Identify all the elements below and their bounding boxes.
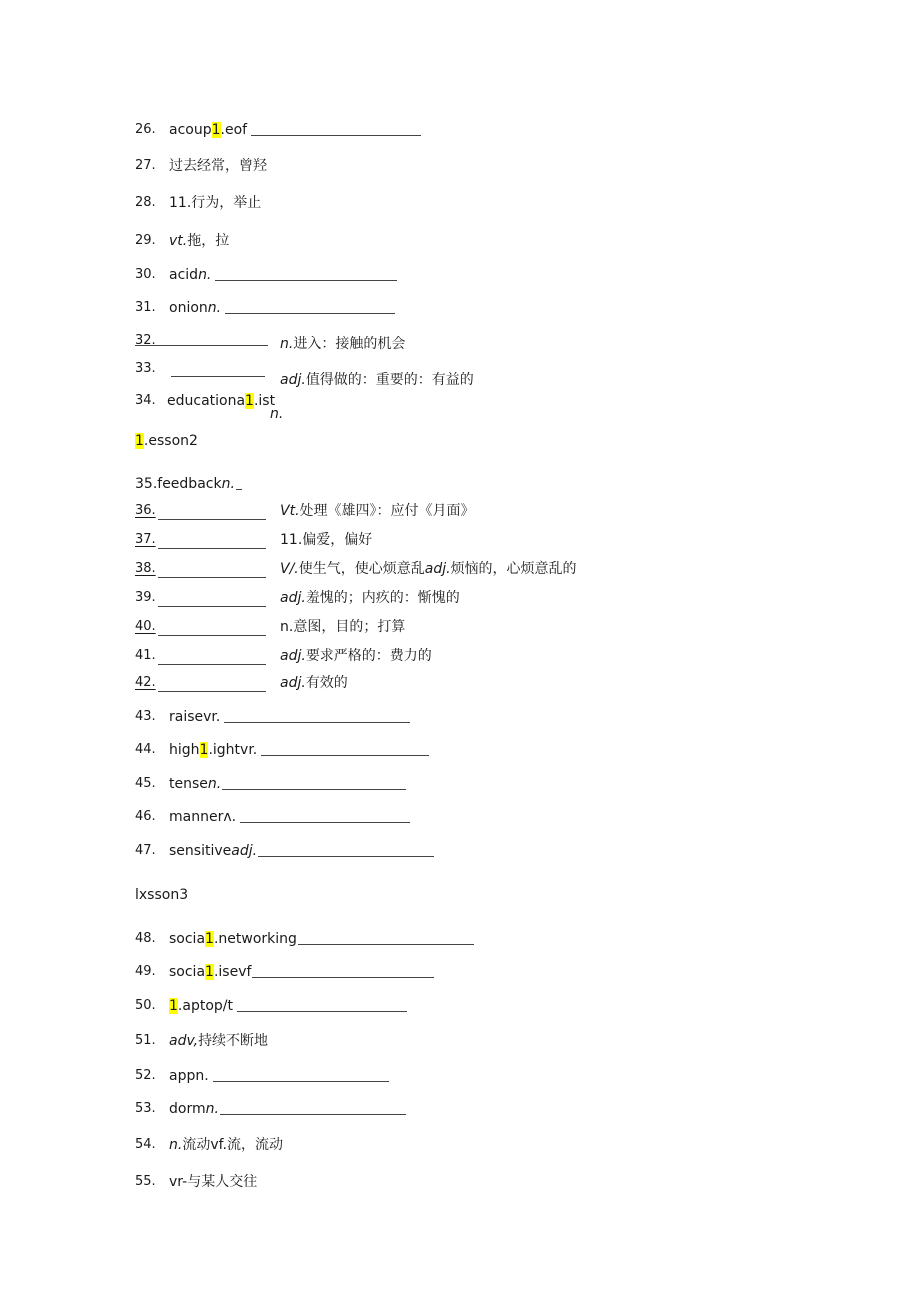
item-definition: V/.使生气，使心烦意乱adj.烦恼的，心烦意乱的 [280, 561, 577, 577]
item-word: acidn. [169, 264, 397, 286]
item-number: 49. [135, 964, 156, 979]
item-definition: 11.行为，举止 [169, 195, 262, 211]
item-definition: adj.有效的 [280, 675, 348, 691]
item-definition: 11.偏爱，偏好 [280, 532, 373, 548]
item-number: 47. [135, 843, 156, 858]
item-number: 29. [135, 233, 156, 248]
highlight: 1 [245, 393, 254, 409]
item-number: 44. [135, 742, 156, 757]
answer-blank[interactable] [158, 664, 266, 665]
item-number: 45. [135, 776, 156, 791]
item-definition: Vt.处理《雄四》：应付《月面》 [280, 503, 475, 519]
section-heading: 1.esson2 [135, 433, 198, 449]
item-number: 42. [135, 675, 156, 690]
item-number: 37. [135, 532, 156, 547]
item-definition: adj.值得做的：重要的：有益的 [280, 372, 474, 388]
answer-blank[interactable] [224, 708, 410, 723]
answer-blank[interactable] [215, 266, 397, 281]
highlight: 1 [211, 122, 221, 138]
answer-blank[interactable] [237, 997, 407, 1012]
item-number: 46. [135, 809, 156, 824]
item-word: mannerʌ. [169, 806, 410, 828]
item-word: tensen. [169, 773, 406, 795]
item-word: dormn. [169, 1098, 406, 1120]
item-definition: adv,持续不断地 [169, 1033, 269, 1049]
item-word: 1.aptop/t [169, 995, 407, 1017]
item-number: 52. [135, 1068, 156, 1083]
item-word: raisevr. [169, 706, 410, 728]
item-word: sensitiveadj. [169, 840, 434, 862]
item-number: 39. [135, 590, 156, 605]
answer-blank[interactable] [220, 1100, 406, 1115]
item-number: 28. [135, 195, 156, 210]
item-word: high1.ightvr. [169, 739, 429, 761]
answer-blank[interactable] [225, 299, 395, 314]
answer-blank[interactable] [158, 577, 266, 578]
item-word: socia1.networking [169, 928, 474, 950]
item-definition: n.意图，目的；打算 [280, 619, 406, 635]
item-number: 31. [135, 300, 156, 315]
item-number: 38. [135, 561, 156, 576]
item-number: 53. [135, 1101, 156, 1116]
answer-blank[interactable] [158, 691, 266, 692]
section-heading: lxsson3 [135, 887, 189, 903]
item-number: 55. [135, 1174, 156, 1189]
item-word: onionn. [169, 297, 395, 319]
item-number: 30. [135, 267, 156, 282]
answer-blank[interactable] [258, 842, 434, 857]
item-number: 54. [135, 1137, 156, 1152]
highlight: 1 [135, 433, 144, 449]
answer-blank[interactable] [240, 808, 410, 823]
item-word: 35.feedbackn. [135, 473, 242, 495]
item-number: 50. [135, 998, 156, 1013]
item-number: 40. [135, 619, 156, 634]
answer-blank[interactable] [158, 606, 266, 607]
item-definition: 过去经常，曾羟 [169, 158, 267, 174]
item-definition: adj.要求严格的：费力的 [280, 648, 432, 664]
answer-blank[interactable] [222, 775, 406, 790]
answer-blank[interactable] [158, 519, 266, 520]
item-pos: n. [270, 406, 284, 422]
answer-blank[interactable] [251, 121, 421, 136]
item-definition: vr-与某人交往 [169, 1174, 258, 1190]
item-word: socia1.isevf [169, 961, 434, 983]
item-definition: vt.拖，拉 [169, 233, 230, 249]
item-number: 51. [135, 1033, 156, 1048]
answer-blank[interactable] [171, 376, 265, 377]
item-definition: adj.羞愧的；内疚的：惭愧的 [280, 590, 460, 606]
answer-blank[interactable] [298, 930, 474, 945]
item-number: 34. [135, 393, 156, 408]
item-word: acoup1.eof [169, 119, 421, 141]
answer-blank[interactable] [252, 963, 434, 978]
item-word: educationa1.ist [167, 393, 276, 409]
answer-blank[interactable] [158, 548, 266, 549]
item-definition: n.流动vf.流，流动 [169, 1137, 283, 1153]
answer-blank[interactable] [213, 1067, 389, 1082]
item-number: 48. [135, 931, 156, 946]
highlight: 1 [169, 998, 178, 1014]
highlight: 1 [205, 931, 214, 947]
item-number: 32. [135, 333, 156, 348]
item-number: 41. [135, 648, 156, 663]
highlight: 1 [205, 964, 214, 980]
item-number: 27. [135, 158, 156, 173]
item-number: 36. [135, 503, 156, 518]
item-number: 26. [135, 122, 156, 137]
item-definition: n.进入：接触的机会 [280, 336, 406, 352]
answer-blank[interactable] [261, 741, 429, 756]
answer-blank[interactable] [236, 475, 242, 490]
highlight: 1 [199, 742, 209, 758]
item-number: 33. [135, 361, 156, 376]
item-number: 43. [135, 709, 156, 724]
item-word: appn. [169, 1065, 389, 1087]
answer-blank[interactable] [135, 345, 268, 346]
answer-blank[interactable] [158, 635, 266, 636]
